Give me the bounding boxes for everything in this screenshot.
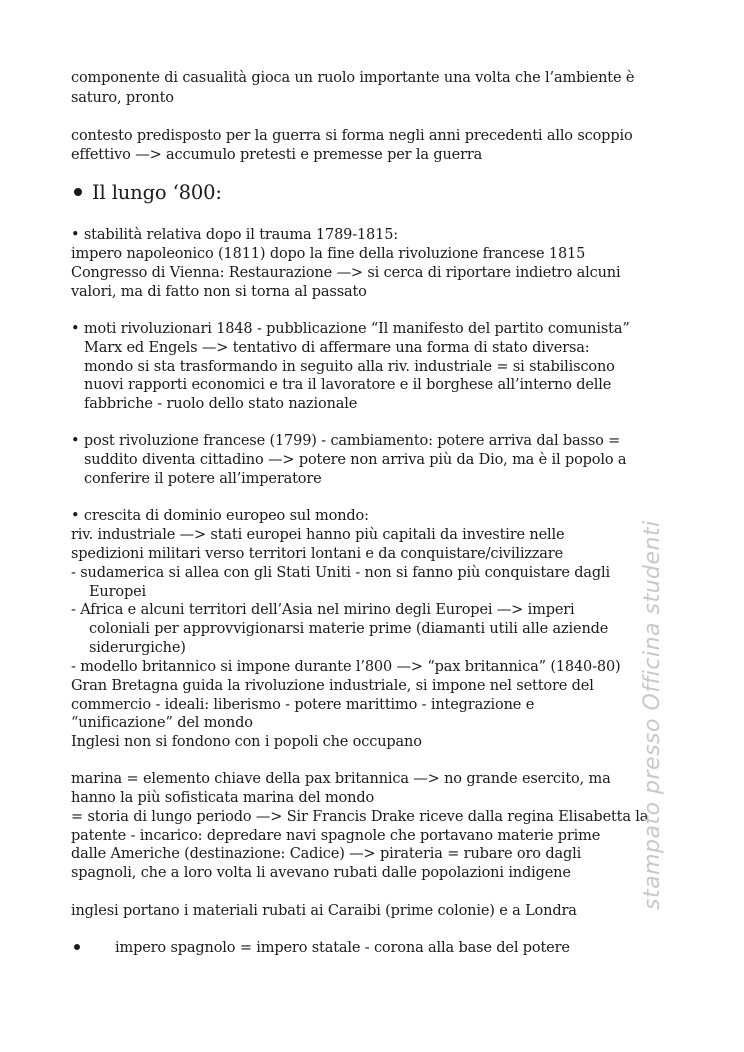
text-line: “unificazione” del mondo	[71, 715, 253, 731]
dash-item: - sudamerica si allea con gli Stati Uniti - non si fanno più conquistare dagli	[71, 565, 611, 581]
text-line: coloniali per approvvigionarsi materie prime (diamanti utili alle aziende	[89, 621, 609, 637]
text-line: • crescita di dominio europeo sul mondo:	[71, 508, 369, 524]
text-line: valori, ma di fatto non si torna al passato	[71, 284, 367, 300]
text-line: Gran Bretagna guida la rivoluzione industriale, si impone nel settore del	[71, 678, 594, 694]
text-line: componente di casualità gioca un ruolo importante una volta che l’ambiente è	[71, 70, 635, 86]
text-line: siderurgiche)	[89, 640, 186, 656]
text-line: hanno la più sofisticata marina del mondo	[71, 790, 375, 806]
section-heading: Il lungo ‘800:	[92, 181, 222, 204]
text-line: riv. industriale —> stati europei hanno più capitali da investire nelle	[71, 527, 565, 543]
text-line: effettivo —> accumulo pretesti e premesse per la guerra	[71, 147, 483, 163]
text-line: inglesi portano i materiali rubati ai Caraibi (prime colonie) e a Londra	[71, 903, 577, 919]
text-line: marina = elemento chiave della pax britannica —> no grande esercito, ma	[71, 771, 611, 787]
text-line: commercio - ideali: liberismo - potere marittimo - integrazione e	[71, 697, 535, 713]
text-line: Congresso di Vienna: Restaurazione —> si cerca di riportare indietro alcuni	[71, 265, 621, 281]
text-line: spedizioni militari verso territori lontani e da conquistare/civilizzare	[71, 546, 563, 562]
text-line: saturo, pronto	[71, 90, 174, 106]
text-line: spagnoli, che a loro volta li avevano rubati dalle popolazioni indigene	[71, 865, 571, 881]
text-line: dalle Americhe (destinazione: Cadice) —> pirateria = rubare oro dagli	[71, 846, 582, 862]
text-line: • moti rivoluzionari 1848 - pubblicazione “Il manifesto del partito comunista”	[71, 321, 630, 337]
dash-item: - modello britannico si impone durante l’800 —> “pax britannica” (1840-80)	[71, 659, 621, 675]
text-line: patente - incarico: depredare navi spagnole che portavano materie prime	[71, 828, 601, 844]
text-line: Marx ed Engels —> tentativo di affermare una forma di stato diversa:	[84, 340, 590, 356]
text-line: impero spagnolo = impero statale - corona alla base del potere	[115, 940, 570, 956]
text-line: nuovi rapporti economici e tra il lavoratore e il borghese all’interno delle	[84, 377, 612, 393]
text-line: = storia di lungo periodo —> Sir Francis Drake riceve dalla regina Elisabetta la	[71, 809, 649, 825]
dash-item: - Africa e alcuni territori dell’Asia nel mirino degli Europei —> imperi	[71, 602, 575, 618]
text-line: fabbriche - ruolo dello stato nazionale	[84, 396, 358, 412]
text-line: Inglesi non si fondono con i popoli che occupano	[71, 734, 422, 750]
bullet-icon	[74, 944, 80, 950]
text-line: contesto predisposto per la guerra si forma negli anni precedenti allo scoppio	[71, 128, 633, 144]
watermark: stampato presso Officina studenti	[640, 520, 665, 910]
text-line: Europei	[89, 584, 147, 600]
text-line: mondo si sta trasformando in seguito alla riv. industriale = si stabiliscono	[84, 359, 615, 375]
bullet-icon	[74, 188, 82, 196]
text-line: • stabilità relativa dopo il trauma 1789-1815:	[71, 227, 399, 243]
text-line: • post rivoluzione francese (1799) - cambiamento: potere arriva dal basso =	[71, 433, 621, 449]
text-line: conferire il potere all’imperatore	[84, 471, 322, 487]
text-line: impero napoleonico (1811) dopo la fine della rivoluzione francese 1815	[71, 246, 586, 262]
text-line: suddito diventa cittadino —> potere non arriva più da Dio, ma è il popolo a	[84, 452, 627, 468]
